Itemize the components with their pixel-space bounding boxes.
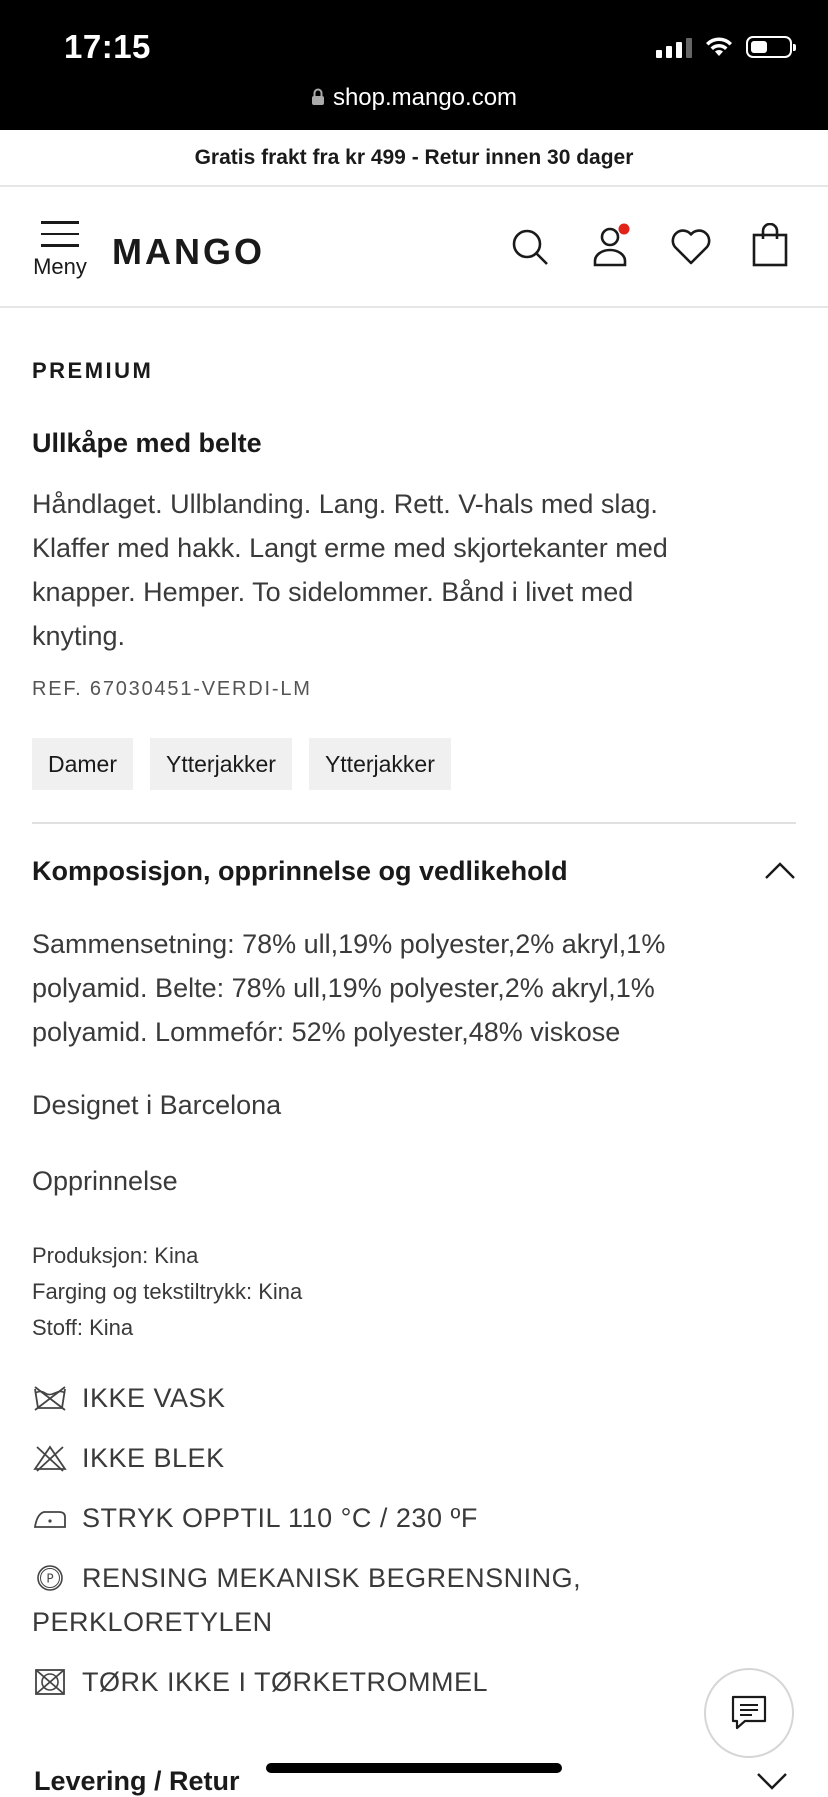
tag-ytterjakker[interactable]: Ytterjakker [309,738,451,790]
search-button[interactable] [510,227,550,267]
wifi-icon [704,36,734,58]
care-text: STRYK OPPTIL 110 °C / 230 ºF [82,1503,478,1533]
site-header [0,187,828,308]
origin-line: Stoff: Kina [32,1315,134,1340]
product-title: Ullkåpe med belte [32,428,262,458]
shopping-bag-icon [752,223,788,267]
status-bar [0,0,828,130]
iron-icon [32,1504,68,1532]
description-line: knapper. Hemper. To sidelommer. Bånd i livet med [32,577,634,607]
tag-damer[interactable]: Damer [32,738,133,790]
chat-button[interactable] [704,1668,794,1758]
cart-button[interactable] [752,223,788,267]
origin-line: Produksjon: Kina [32,1243,199,1268]
composition-line: polyamid. Lommefór: 52% polyester,48% viskose [32,1017,621,1047]
divider [32,822,796,824]
chevron-down-icon[interactable] [756,1772,788,1792]
care-text: IKKE BLEK [82,1443,225,1473]
mango-logo[interactable]: MANGO [112,231,265,272]
composition-line: polyamid. Belte: 78% ull,19% polyester,2% akryl,1% [32,973,655,1003]
url-text: shop.mango.com [332,84,518,111]
care-item [32,1436,796,1480]
no-wash-icon [32,1384,68,1412]
description-line: knyting. [32,621,126,651]
promo-text: Gratis frakt fra kr 499 - Retur innen 30 dager [194,145,634,169]
description-line: Klaffer med hakk. Langt erme med skjortekanter med [32,533,668,563]
composition-line: Sammensetning: 78% ull,19% polyester,2% akryl,1% [32,929,666,959]
chevron-up-icon [764,860,796,880]
care-text: IKKE VASK [82,1383,226,1413]
wishlist-button[interactable] [670,227,712,267]
designed-in: Designet i Barcelona [32,1090,282,1120]
composition-accordion-header[interactable] [32,856,796,887]
origin-title: Opprinnelse [32,1166,178,1196]
cellular-signal-icon [656,36,692,58]
menu-button[interactable] [28,221,92,280]
home-indicator[interactable] [266,1763,562,1773]
no-bleach-icon [32,1444,68,1472]
tag-ytterjakker[interactable]: Ytterjakker [150,738,292,790]
account-button[interactable] [592,223,632,267]
composition-text [32,922,796,1054]
care-text: TØRK IKKE I TØRKETROMMEL [82,1667,489,1697]
search-icon [510,227,550,267]
battery-icon [746,36,792,58]
lock-icon [311,85,325,113]
svg-text:P: P [46,1571,54,1586]
heart-icon [670,227,712,267]
no-tumble-dry-icon [32,1668,68,1696]
care-item [32,1556,796,1644]
product-description [32,482,796,658]
origin-list [32,1238,796,1346]
user-icon [592,223,632,267]
notification-dot [619,224,630,235]
care-text: RENSING MEKANISK BEGRENSNING, [82,1563,582,1593]
care-item [32,1496,796,1540]
hamburger-icon [41,221,79,247]
menu-label: Meny [33,253,87,279]
care-item [32,1660,796,1704]
composition-heading: Komposisjon, opprinnelse og vedlikehold [32,856,568,886]
dry-clean-p-icon [32,1564,68,1592]
status-time: 17:15 [64,28,151,65]
category-tags [32,738,451,790]
delivery-returns-accordion-header[interactable]: Levering / Retur [34,1766,240,1796]
promo-banner[interactable] [0,130,828,187]
product-line-label: PREMIUM [32,358,154,383]
chat-icon [729,1693,769,1733]
status-icons [656,36,792,58]
product-reference: REF. 67030451-VERDI-LM [32,678,312,700]
origin-line: Farging og tekstiltrykk: Kina [32,1279,303,1304]
care-text-continued: PERKLORETYLEN [32,1607,273,1637]
description-line: Håndlaget. Ullblanding. Lang. Rett. V-hals med slag. [32,489,658,519]
care-item [32,1376,796,1420]
address-bar[interactable] [0,84,828,113]
